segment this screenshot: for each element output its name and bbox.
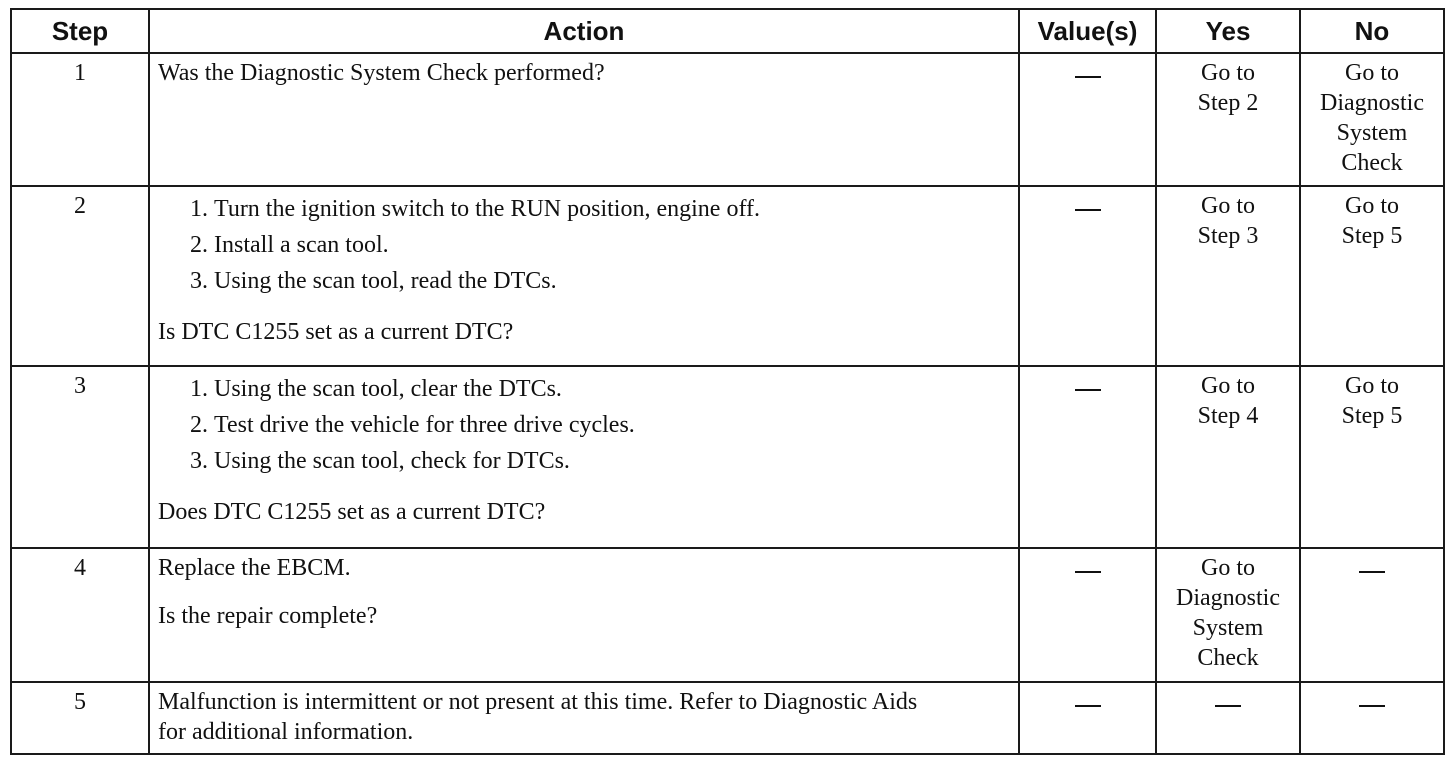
substep: 1. Turn the ignition switch to the RUN position, engine off. [214,191,1010,227]
table-row [11,186,1444,366]
yes-cell: Go to Step 4 [1156,366,1300,548]
step-number: 4 [11,548,149,682]
substep: 2. Install a scan tool. [214,227,1010,263]
action-text: Was the Diagnostic System Check performed? [158,60,605,86]
action-text: Replace the EBCM. [158,555,351,581]
substep-list [158,191,1010,299]
yes-cell: Go to Step 3 [1156,186,1300,366]
table-row [11,548,1444,682]
value-cell [1019,53,1156,186]
no-dash [1359,705,1385,737]
no-cell [1300,682,1444,754]
diagnostic-table [10,8,1445,755]
action-cell [149,53,1019,186]
action-question: Is DTC C1255 set as a current DTC? [158,319,514,345]
value-dash [1075,705,1101,737]
yes-cell: Go to Diagnostic System Check [1156,548,1300,682]
value-dash [1075,571,1101,603]
no-cell: Go to Step 5 [1300,366,1444,548]
action-cell [149,682,1019,754]
value-dash [1075,76,1101,108]
table-row [11,366,1444,548]
value-cell [1019,366,1156,548]
step-number: 5 [11,682,149,754]
substep: 1. Using the scan tool, clear the DTCs. [214,371,1010,407]
action-question: Is the repair complete? [158,603,378,629]
no-cell: Go to Step 5 [1300,186,1444,366]
substep: 2. Test drive the vehicle for three drive cycles. [214,407,1010,443]
no-cell: Go to Diagnostic System Check [1300,53,1444,186]
table-row [11,682,1444,754]
header-step: Step [11,9,149,53]
value-dash [1075,209,1101,241]
no-cell [1300,548,1444,682]
header-yes: Yes [1156,9,1300,53]
action-question: Does DTC C1255 set as a current DTC? [158,499,546,525]
value-dash [1075,389,1101,421]
step-number: 1 [11,53,149,186]
step-number: 3 [11,366,149,548]
header-no: No [1300,9,1444,53]
no-dash [1359,571,1385,603]
header-values: Value(s) [1019,9,1156,53]
step-number: 2 [11,186,149,366]
header-row [11,9,1444,53]
action-cell [149,186,1019,366]
action-text: Malfunction is intermittent or not present at this time. Refer to Diagnostic Aids for additional information. [158,689,918,745]
yes-cell [1156,682,1300,754]
action-cell [149,366,1019,548]
yes-cell: Go to Step 2 [1156,53,1300,186]
value-cell [1019,548,1156,682]
action-cell [149,548,1019,682]
value-cell [1019,186,1156,366]
table-row [11,53,1444,186]
header-action: Action [149,9,1019,53]
substep-list [158,371,1010,479]
substep: 3. Using the scan tool, read the DTCs. [214,263,1010,299]
yes-dash [1215,705,1241,737]
substep: 3. Using the scan tool, check for DTCs. [214,443,1010,479]
value-cell [1019,682,1156,754]
